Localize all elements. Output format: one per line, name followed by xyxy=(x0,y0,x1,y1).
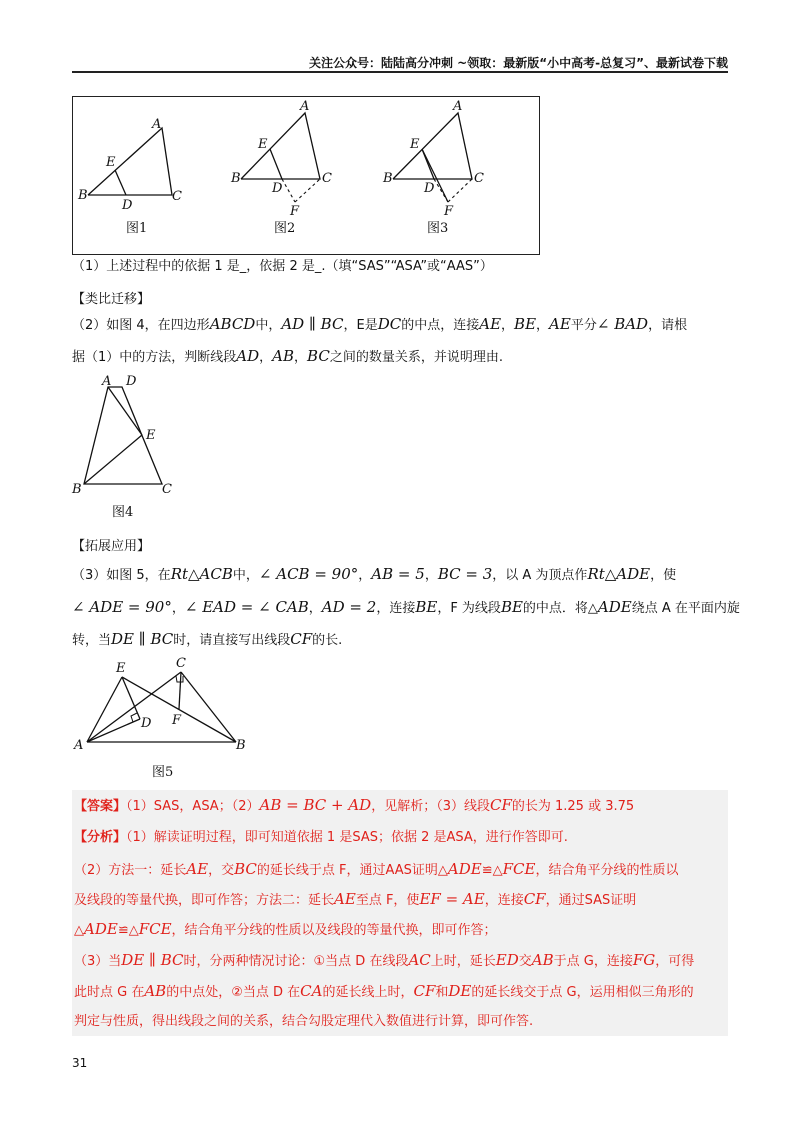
analysis-line-3: 及线段的等量代换，即可作答；方法二：延长AE至点 F，使EF = AE，连接CF，通过SAS证明 xyxy=(74,890,637,908)
fig2-label-c: C xyxy=(322,171,332,186)
analysis-line-5: （3）当DE ∥ BC时，分两种情况讨论：①当点 D 在线段AC上时，延长ED交AB于点 G，连接FG，可得 xyxy=(74,951,695,969)
fig5-label-f: F xyxy=(172,713,182,728)
fig2-label-b: B xyxy=(231,171,241,186)
fig3-label-d: D xyxy=(424,181,435,196)
fig5-label-d: D xyxy=(141,716,152,731)
fig2-label-e: E xyxy=(258,137,268,152)
fig2-label-f: F xyxy=(290,204,300,219)
figure-5-diagram xyxy=(70,652,260,782)
figure-3 xyxy=(382,99,484,236)
fig4-label-d: D xyxy=(126,374,137,389)
analysis-line-2: （2）方法一：延长AE，交BC的延长线于点 F，通过AAS证明△ADE≌△FCE，结合角平分线的性质以 xyxy=(74,860,679,878)
answer-line: 【答案】（1）SAS，ASA；（2）AB = BC + AD，见解析；（3）线段CF的长为 1.25 或 3.75 xyxy=(74,796,635,814)
question-3-line-1: （3）如图 5，在Rt△ACB中，∠ ACB = 90°，AB = 5，BC = 3，以 A 为顶点作Rt△ADE，使 xyxy=(72,565,677,583)
page-header: 关注公众号：陆陆高分冲刺 ~领取：最新版“小中高考-总复习”、最新试卷下载 xyxy=(309,56,728,70)
fig3-label-e: E xyxy=(410,137,420,152)
figure-1 xyxy=(77,117,182,236)
fig5-caption: 图5 xyxy=(152,765,174,780)
fig1-caption: 图1 xyxy=(126,221,148,236)
fig5-label-c: C xyxy=(176,656,186,671)
section-heading-analogy: 【类比迁移】 xyxy=(72,292,151,307)
fig4-label-c: C xyxy=(162,482,172,497)
fig1-label-b: B xyxy=(78,188,88,203)
analysis-line-6: 此时点 G 在AB的中点处，②当点 D 在CA的延长线上时，CF和DE的延长线交于点 G，运用相似三角形的 xyxy=(74,982,694,1000)
analysis-line-4: △ADE≌△FCE，结合角平分线的性质以及线段的等量代换，即可作答； xyxy=(74,920,497,938)
fig3-label-c: C xyxy=(474,171,484,186)
question-2-line-1: （2）如图 4，在四边形ABCD中，AD ∥ BC，E是DC的中点，连接AE，BE，AE平分∠ BAD，请根 xyxy=(72,315,688,333)
question-1: （1）上述过程中的依据 1 是_，依据 2 是_.（填“SAS”“ASA”或“AAS”） xyxy=(72,259,493,274)
fig3-label-a: A xyxy=(453,99,463,114)
fig5-label-e: E xyxy=(116,661,126,676)
question-3-line-2: ∠ ADE = 90°，∠ EAD = ∠ CAB，AD = 2，连接BE，F 为线段BE的中点．将△ADE绕点 A 在平面内旋 xyxy=(72,598,740,616)
question-2-line-2: 据（1）中的方法，判断线段AD，AB，BC之间的数量关系，并说明理由. xyxy=(72,347,503,365)
analysis-tag: 【分析】 xyxy=(74,830,127,845)
fig1-label-c: C xyxy=(172,189,182,204)
figures-1-3-diagram xyxy=(72,96,540,256)
analysis-line-1: 【分析】（1）解读证明过程，即可知道依据 1 是SAS；依据 2 是ASA，进行作答即可. xyxy=(74,830,568,845)
question-3-line-3: 转，当DE ∥ BC时，请直接写出线段CF的长. xyxy=(72,630,343,648)
fig4-label-e: E xyxy=(146,428,156,443)
page-number: 31 xyxy=(72,1056,88,1070)
fig5-label-a: A xyxy=(74,738,84,753)
fig1-label-d: D xyxy=(122,198,133,213)
fig2-label-d: D xyxy=(272,181,283,196)
fig5-label-b: B xyxy=(236,738,246,753)
fig2-label-a: A xyxy=(300,99,310,114)
fig3-label-b: B xyxy=(383,171,393,186)
fig2-caption: 图2 xyxy=(274,221,296,236)
fig4-label-b: B xyxy=(72,482,82,497)
header-rule xyxy=(72,71,728,73)
fig4-caption: 图4 xyxy=(112,505,134,520)
section-heading-extension: 【拓展应用】 xyxy=(72,539,151,554)
fig1-label-a: A xyxy=(152,117,162,132)
fig3-label-f: F xyxy=(444,204,454,219)
figure-2 xyxy=(230,99,332,236)
fig3-caption: 图3 xyxy=(427,221,449,236)
fig4-label-a: A xyxy=(102,374,112,389)
fig1-label-e: E xyxy=(106,155,116,170)
analysis-line-7: 判定与性质，得出线段之间的关系，结合勾股定理代入数值进行计算，即可作答. xyxy=(74,1014,534,1029)
answer-tag: 【答案】 xyxy=(74,799,127,814)
figure-4-diagram xyxy=(70,370,190,530)
